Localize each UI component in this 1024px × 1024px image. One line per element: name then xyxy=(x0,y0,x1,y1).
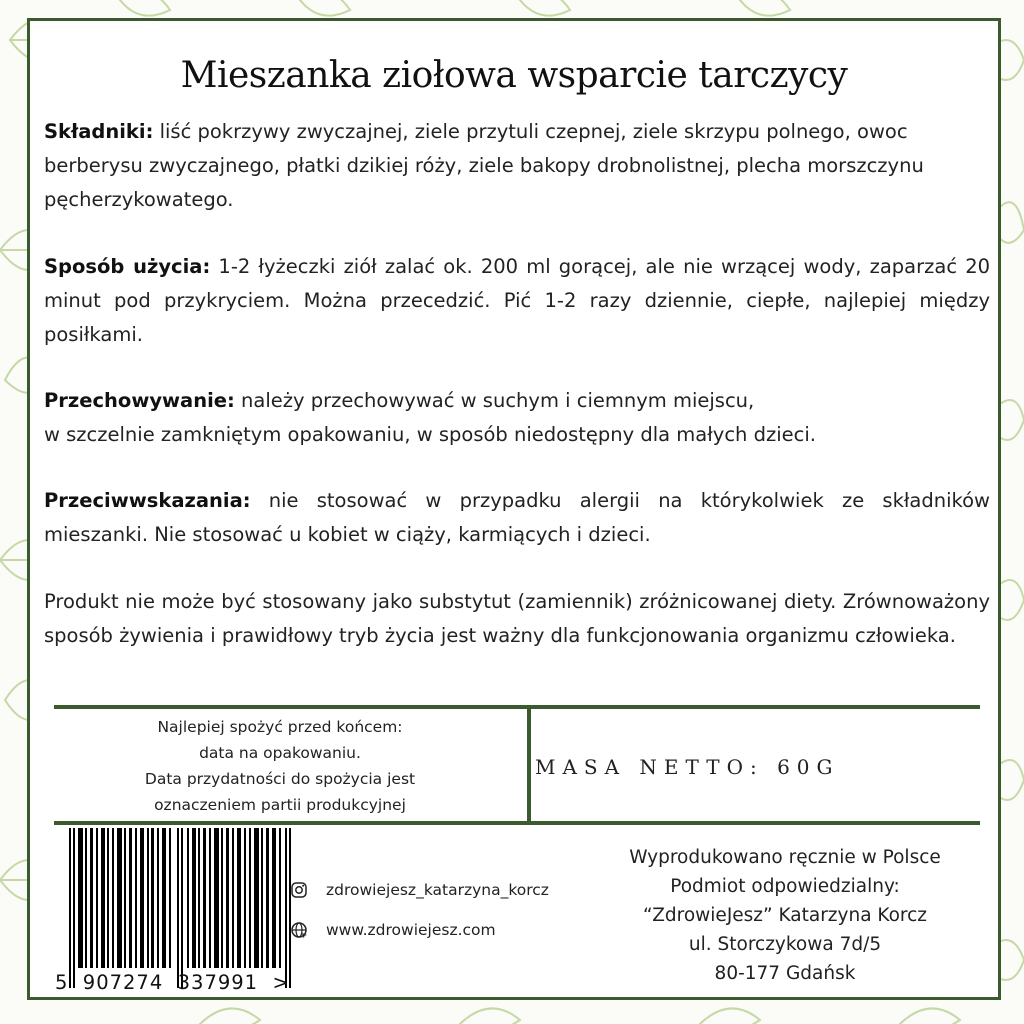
product-label xyxy=(27,18,1001,1000)
product-title: Mieszanka ziołowa wsparcie tarczycy xyxy=(180,55,848,96)
best-before-line2: data na opakowaniu. xyxy=(199,744,361,762)
disclaimer-text: Produkt nie może być stosowany jako substytut (zamiennik) zróżnicowanej diety. Zrównoważony sposób żywienia i prawidłowy tryb życia jest ważny dla funkcjonowania organizmu człowieka. xyxy=(44,590,990,647)
barcode xyxy=(67,828,297,988)
ingredients-section xyxy=(44,115,990,217)
storage-text-line2: w szczelnie zamkniętym opakowaniu, w sposób niedostępny dla małych dzieci. xyxy=(44,423,816,446)
divider-top xyxy=(54,705,980,709)
website-url: www.zdrowiejesz.com xyxy=(326,921,496,939)
net-weight: MASA NETTO: 60G xyxy=(535,755,840,779)
usage-section xyxy=(44,250,990,352)
usage-text: 1-2 łyżeczki ziół zalać ok. 200 ml gorącej, ale nie wrzącej wody, zaparzać 20 minut pod przykryciem. Można przecedzić. Pić 1-2 razy dziennie, ciepłe, najlepiej między posiłkami. xyxy=(44,255,991,346)
producer-line1: Wyprodukowano ręcznie w Polsce xyxy=(629,847,941,868)
divider-vertical xyxy=(527,705,531,823)
best-before-line4: oznaczeniem partii produkcyjnej xyxy=(154,796,406,814)
storage-label: Przechowywanie: xyxy=(44,389,235,412)
best-before-line1: Najlepiej spożyć przed końcem: xyxy=(157,718,403,736)
best-before-note xyxy=(90,714,470,818)
ingredients-text: liść pokrzywy zwyczajnej, ziele przytuli czepnej, ziele skrzypu polnego, owoc berberysu zwyczajnego, płatki dzikiej róży, ziele bakopy drobnolistnej, plecha morszczynu pęcherzykowatego. xyxy=(44,120,924,211)
instagram-contact xyxy=(290,881,549,899)
contraindications-label: Przeciwwskazania: xyxy=(44,489,251,512)
best-before-line3: Data przydatności do spożycia jest xyxy=(144,770,416,788)
instagram-icon xyxy=(290,881,308,899)
instagram-handle: zdrowiejesz_katarzyna_korcz xyxy=(326,881,549,899)
contraindications-text: nie stosować w przypadku alergii na którykolwiek ze składników mieszanki. Nie stosować u kobiet w ciąży, karmiących i dzieci. xyxy=(44,489,990,546)
producer-line5: 80-177 Gdańsk xyxy=(714,963,856,984)
producer-line2: Podmiot odpowiedzialny: xyxy=(670,876,900,897)
producer-line3: “ZdrowieJesz” Katarzyna Korcz xyxy=(642,905,928,926)
producer-line4: ul. Storczykowa 7d/5 xyxy=(688,934,882,955)
globe-icon xyxy=(290,921,308,939)
divider-bottom xyxy=(54,821,980,825)
storage-text-line1: należy przechowywać w suchym i ciemnym miejscu, xyxy=(234,389,755,412)
usage-label: Sposób użycia: xyxy=(44,255,211,278)
contraindications-section xyxy=(44,484,990,552)
ingredients-label: Składniki: xyxy=(44,120,154,143)
website-contact xyxy=(290,921,496,939)
producer-info xyxy=(600,843,970,988)
barcode-number: 5 907274 337991 > xyxy=(55,971,290,994)
storage-section xyxy=(44,384,990,452)
